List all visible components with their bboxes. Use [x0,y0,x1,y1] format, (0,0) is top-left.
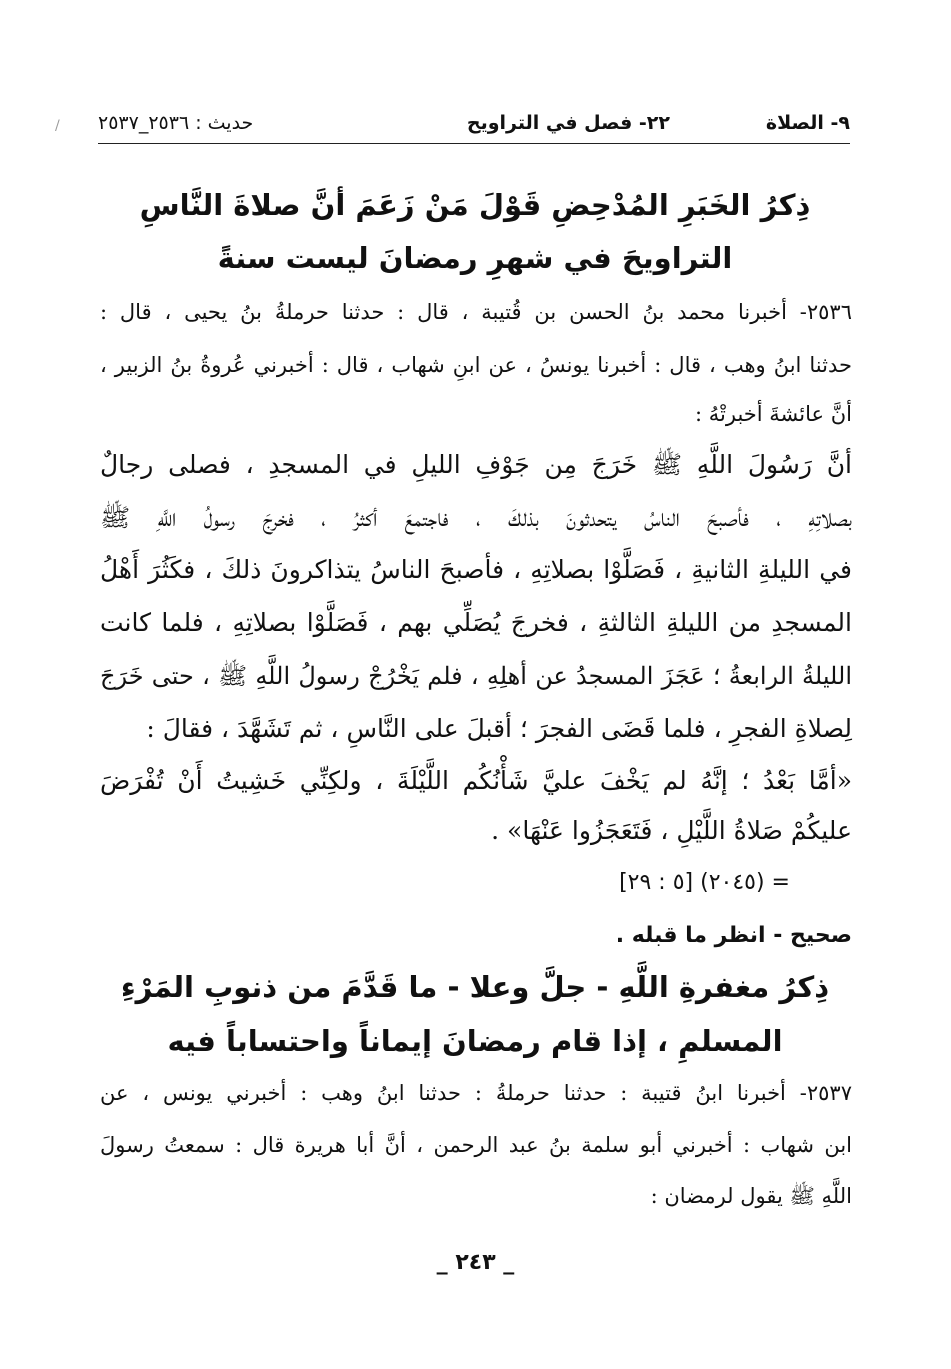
scan-mark: / [55,118,60,134]
hadith-2536-matn-line-2: بصلاتِهِ ، فأصبحَ الناسُ يتحدثونَ بذلكَ ، فاجتمعَ أكثرُ ، فخرجَ رسولُ اللَّهِ ﷺ [100,503,852,532]
hadith-2537-isnad-line-1: ٢٥٣٧- أخبرنا ابنُ قتيبة : حدثنا حرملةُ : حدثنا ابنُ وهب : أخبرني يونس ، عن [100,1081,852,1105]
hadith-2536-reference: = (٢٠٤٥) [٥ : ٢٩] [619,870,790,895]
header-divider [98,143,850,144]
hadith-2536-matn-line-5: الليلةُ الرابعةُ ؛ عَجَزَ المسجدُ عن أهلِهِ ، فلم يَخْرُجْ رسولُ اللَّهِ ﷺ ، حتى خَرَجَ [100,662,852,690]
hadith-2536-matn-line-7: «أمَّا بَعْدُ ؛ إنَّهُ لم يَخْفَ عليَّ شَأْنُكُم اللَّيْلَةَ ، ولكِنِّي خَشِيتُ أَنْ تُفْرَضَ [100,766,852,795]
hadith-2536-isnad-line-2: حدثنا ابنُ وهب ، قال : أخبرنا يونسُ ، عن ابنِ شهاب ، قال : أخبرني عُروةُ بنُ الزبير ، [100,353,852,377]
hadith-2536-matn-line-3: في الليلةِ الثانيةِ ، فَصَلَّوْا بصلاتِهِ ، فأصبحَ الناسُ يتذاكرونَ ذلكَ ، فكَثُرَ أَهْلُ [100,555,852,584]
chapter-heading-line-2: التراويحَ في شهرِ رمضانَ ليست سنةً [217,241,733,275]
hadith-2537-isnad-line-2: ابن شهاب : أخبرني أبو سلمة بنُ عبد الرحمن ، أنَّ أبا هريرة قال : سمعتُ رسولَ [100,1133,852,1157]
header-section: ٢٢- فصل في التراويح [466,112,670,134]
hadith-2536-matn-line-1: أنَّ رَسُولَ اللَّهِ ﷺ خَرَجَ مِن جَوْفِ الليلِ في المسجدِ ، فصلى رجالٌ [100,450,852,479]
hadith-2536-matn-line-4: المسجدِ من الليلةِ الثالثةِ ، فخرجَ يُصَلِّي بهم ، فَصَلَّوْا بصلاتِهِ ، فلما كانت [100,608,852,637]
chapter-heading-2-line-2: المسلمِ ، إذا قام رمضانَ إيماناً واحتساباً فيه [167,1024,783,1058]
chapter-heading-line-1: ذِكرُ الخَبَرِ المُدْحِضِ قَوْلَ مَنْ زَعَمَ أنَّ صلاةَ النَّاسِ [139,188,811,222]
hadith-2537-isnad-line-3: اللَّهِ ﷺ يقول لرمضان : [650,1184,852,1208]
hadith-2536-isnad-line-1: ٢٥٣٦- أخبرنا محمد بنُ الحسن بن قُتيبة ، قال : حدثنا حرملةُ بنُ يحيى ، قال : [100,300,852,324]
hadith-2536-matn-line-6: لِصلاةِ الفجرِ ، فلما قَضَى الفجرَ ؛ أقبلَ على النَّاسِ ، ثم تَشَهَّدَ ، فقالَ : [146,714,852,743]
hadith-2536-isnad-line-3: أنَّ عائشةَ أخبرتْهُ : [695,402,852,426]
header-hadith-range: حديث : ٢٥٣٦_٢٥٣٧ [98,112,254,134]
hadith-2536-matn-line-8: عليكُمْ صَلاةُ اللَّيْلِ ، فَتَعَجَزُوا عَنْهَا» . [491,816,852,845]
page-number: _ ٢٤٣ _ [436,1250,515,1275]
hadith-2536-grade: صحيح - انظر ما قبله . [615,923,852,948]
running-header [98,108,850,142]
header-chapter: ٩- الصلاة [765,112,850,134]
chapter-heading-2-line-1: ذِكرُ مغفرةِ اللَّهِ - جلَّ وعلا - ما قَدَّمَ من ذنوبِ المَرْءِ [120,970,830,1004]
